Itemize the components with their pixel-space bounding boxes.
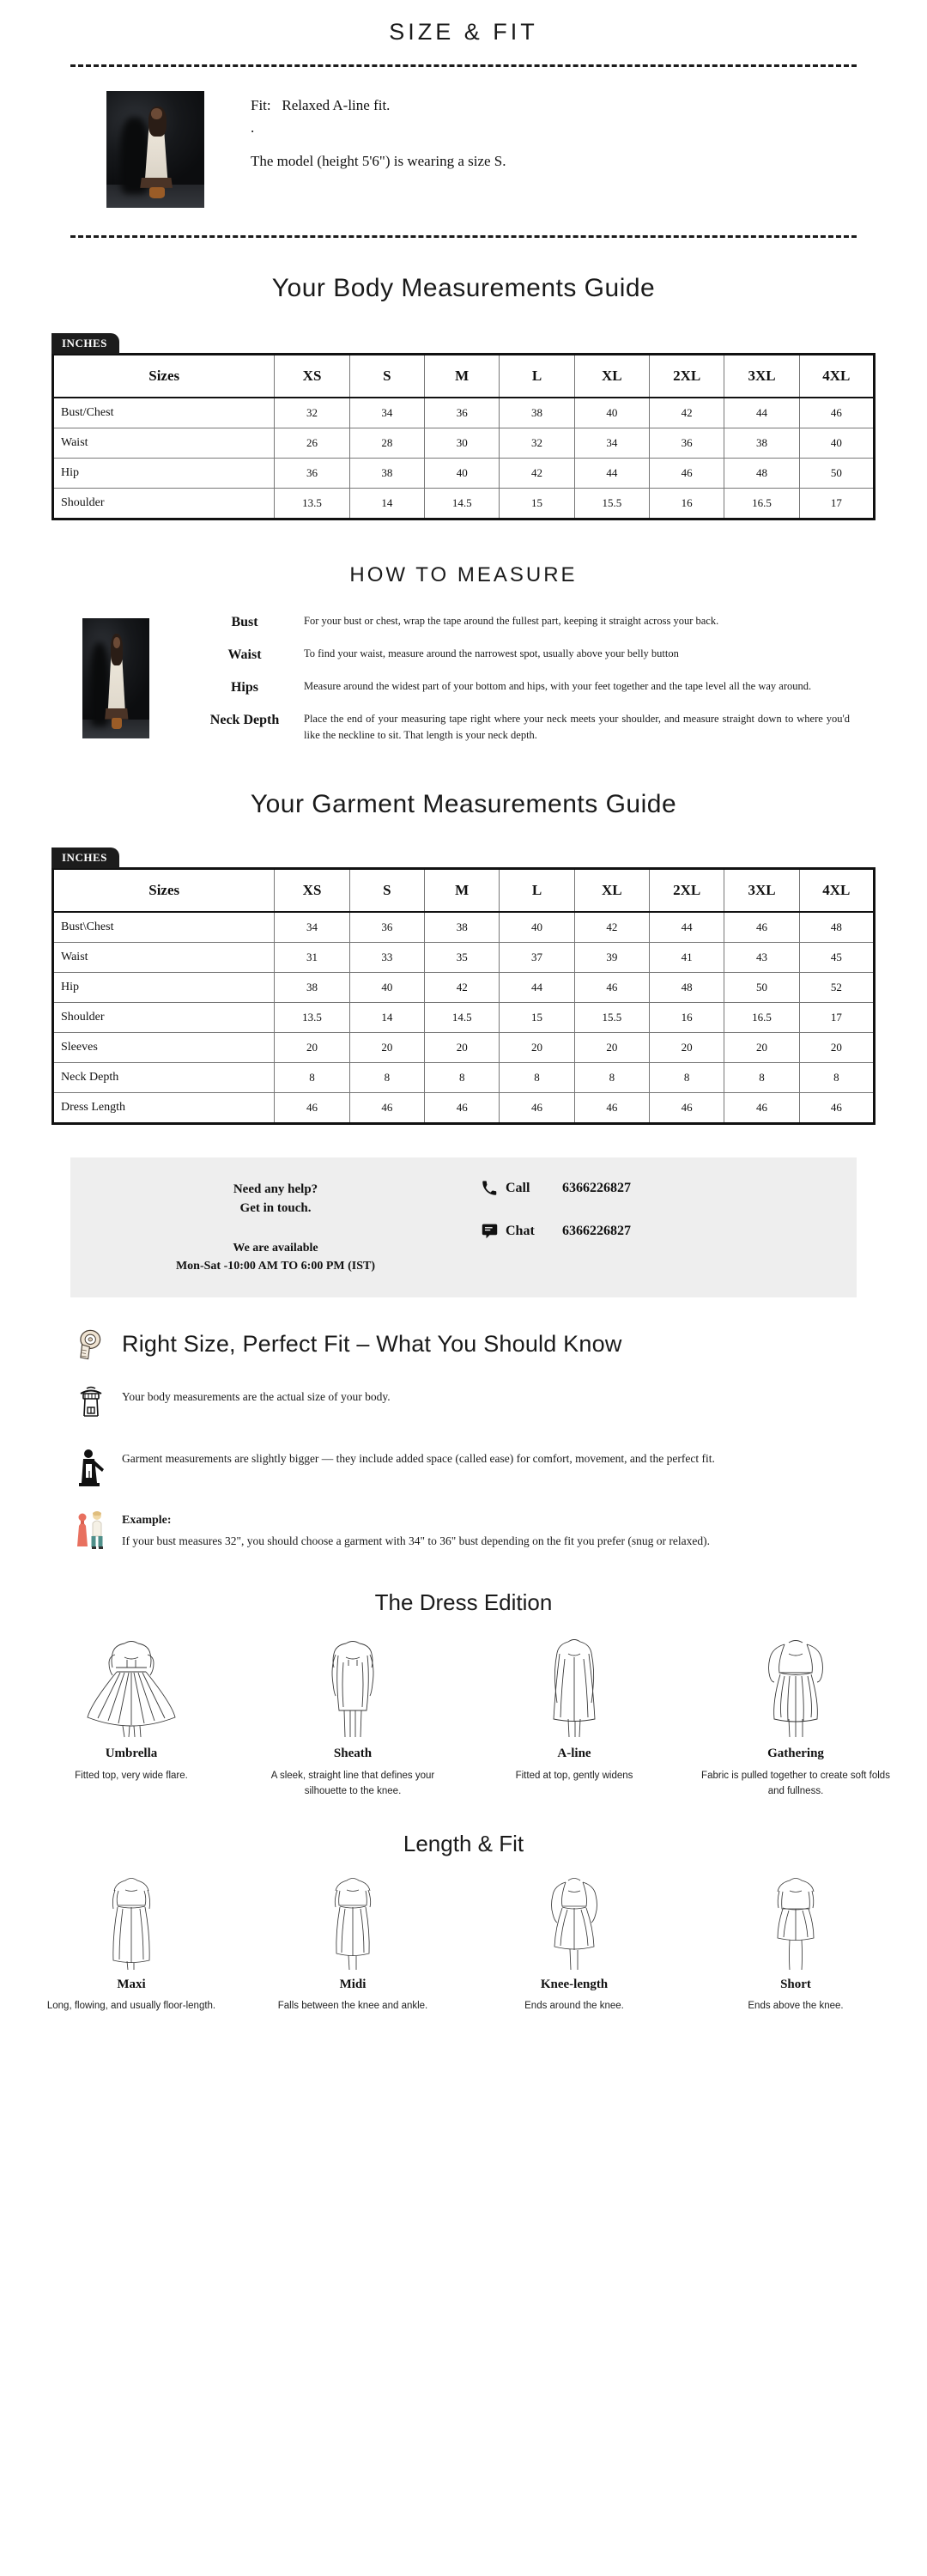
cell: 8 [574, 1062, 649, 1092]
length-style-desc: Falls between the knee and ankle. [277, 2000, 428, 2011]
contact-actions [446, 1180, 822, 1275]
row-label: Sleeves [53, 1032, 275, 1062]
dress-style-name: Sheath [333, 1746, 373, 1760]
cell: 15.5 [574, 489, 649, 519]
short-dress-illustration [685, 1874, 906, 1971]
availability-block [105, 1239, 446, 1275]
cell: 46 [500, 1092, 574, 1123]
cell: 20 [724, 1032, 799, 1062]
cell: 14.5 [425, 489, 500, 519]
cell: 16.5 [724, 489, 799, 519]
cell: 15.5 [574, 1002, 649, 1032]
dress-style-name: Gathering [767, 1746, 824, 1760]
garment-measurements-heading: Your Garment Measurements Guide [250, 789, 677, 818]
table-row [53, 1032, 875, 1062]
cell: 34 [349, 398, 424, 428]
dress-style-umbrella [21, 1635, 242, 1800]
example-body: If your bust measures 32", you should choose a garment with 34" to 36" bust depending on the fit you prefer (snug or relaxed). [122, 1534, 711, 1548]
col-header: L [500, 868, 574, 912]
midi-dress-illustration [242, 1874, 464, 1971]
cell: 20 [574, 1032, 649, 1062]
table-row [53, 489, 875, 519]
cell: 14.5 [425, 1002, 500, 1032]
fit-text-group [204, 91, 506, 170]
measure-label: Hips [230, 680, 258, 695]
chat-contact-row[interactable] [481, 1223, 822, 1240]
cell: 8 [425, 1062, 500, 1092]
availability-line-2: Mon-Sat -10:00 AM TO 6:00 PM (IST) [175, 1259, 376, 1273]
cell: 32 [500, 428, 574, 459]
table-header-row [53, 868, 875, 912]
cell: 39 [574, 942, 649, 972]
cell: 44 [650, 912, 724, 943]
cell: 38 [425, 912, 500, 943]
cell: 46 [349, 1092, 424, 1123]
col-header: S [349, 355, 424, 398]
measure-label: Bust [231, 615, 258, 629]
cell: 50 [724, 972, 799, 1002]
garment-unit-tag: INCHES [52, 848, 119, 868]
body-measurements-table-wrap [52, 332, 876, 520]
cell: 20 [500, 1032, 574, 1062]
dress-style-name: A-line [557, 1746, 591, 1760]
call-number[interactable]: 6366226827 [562, 1180, 631, 1195]
cell: 52 [799, 972, 874, 1002]
table-row [53, 1002, 875, 1032]
row-label: Neck Depth [53, 1062, 275, 1092]
right-size-point-1 [0, 1385, 927, 1425]
cell: 46 [799, 398, 874, 428]
body-measurements-heading: Your Body Measurements Guide [271, 274, 656, 302]
chat-number[interactable]: 6366226827 [562, 1223, 631, 1238]
model-size-note: The model (height 5'6") is wearing a size S. [251, 153, 506, 170]
cell: 46 [650, 1092, 724, 1123]
cell: 48 [724, 459, 799, 489]
cell: 41 [650, 942, 724, 972]
table-row [53, 428, 875, 459]
cell: 40 [349, 972, 424, 1002]
phone-icon [481, 1180, 498, 1197]
call-label: Call [506, 1180, 530, 1195]
cell: 8 [799, 1062, 874, 1092]
cell: 40 [500, 912, 574, 943]
contact-panel [70, 1157, 857, 1297]
divider-bottom [70, 235, 857, 238]
aline-dress-illustration [464, 1635, 685, 1738]
length-style-knee [464, 1874, 685, 2014]
cell: 16 [650, 1002, 724, 1032]
dress-edition-grid [0, 1635, 927, 1800]
cell: 14 [349, 489, 424, 519]
col-header: 3XL [724, 355, 799, 398]
cell: 42 [574, 912, 649, 943]
knee-length-dress-illustration [464, 1874, 685, 1971]
dress-edition-title: The Dress Edition [374, 1589, 553, 1615]
measure-item [197, 678, 858, 696]
cell: 46 [275, 1092, 349, 1123]
row-label: Hip [53, 459, 275, 489]
cell: 36 [650, 428, 724, 459]
measuring-tape-icon [74, 1327, 110, 1363]
cell: 20 [425, 1032, 500, 1062]
cell: 48 [799, 912, 874, 943]
how-to-measure-section [0, 613, 927, 759]
measure-rows [149, 613, 858, 759]
cell: 13.5 [275, 1002, 349, 1032]
dress-style-name: Umbrella [105, 1746, 158, 1760]
table-row [53, 459, 875, 489]
cell: 46 [724, 912, 799, 943]
cell: 34 [574, 428, 649, 459]
cell: 46 [724, 1092, 799, 1123]
cell: 48 [650, 972, 724, 1002]
table-row [53, 912, 875, 943]
row-label: Bust/Chest [53, 398, 275, 428]
measure-label: Neck Depth [209, 713, 280, 727]
cell: 44 [574, 459, 649, 489]
dress-style-desc: Fitted at top, gently widens [515, 1770, 633, 1781]
page-title: SIZE & FIT [389, 19, 538, 45]
need-help-line-2: Get in touch. [239, 1201, 312, 1216]
measure-desc: Place the end of your measuring tape right where your neck meets your shoulder, and measure straight down to where you'd like the neckline to sit. That length is your neck depth. [304, 713, 850, 742]
cell: 15 [500, 1002, 574, 1032]
col-header: XL [574, 355, 649, 398]
col-header: 4XL [799, 355, 874, 398]
garment-measurements-table [52, 867, 876, 1125]
col-header: Sizes [53, 868, 275, 912]
col-header: S [349, 868, 424, 912]
tailor-icon [74, 1447, 108, 1486]
length-fit-title: Length & Fit [403, 1830, 524, 1856]
cell: 26 [275, 428, 349, 459]
dress-style-gathering [685, 1635, 906, 1800]
cell: 17 [799, 489, 874, 519]
table-header-row [53, 355, 875, 398]
col-header: L [500, 355, 574, 398]
right-size-text-2: Garment measurements are slightly bigger — they include added space (called ease) for comfort, movement, and the perfect fit. [122, 1451, 715, 1465]
row-label: Bust\Chest [53, 912, 275, 943]
cell: 8 [275, 1062, 349, 1092]
cell: 46 [425, 1092, 500, 1123]
length-fit-grid [0, 1874, 927, 2014]
right-size-title: Right Size, Perfect Fit – What You Should Know [122, 1331, 622, 1358]
measure-model-photo [82, 618, 149, 738]
chat-label: Chat [506, 1223, 535, 1238]
right-size-text-1: Your body measurements are the actual size of your body. [122, 1389, 391, 1403]
fit-value: Relaxed A-line fit. [282, 97, 391, 113]
cell: 37 [500, 942, 574, 972]
measure-item [197, 646, 858, 664]
cell: 46 [574, 972, 649, 1002]
availability-line-1: We are available [233, 1241, 318, 1255]
how-to-measure-heading: HOW TO MEASURE [349, 563, 578, 586]
fit-label: Fit: [251, 97, 271, 113]
garment-measurements-table-wrap [52, 847, 876, 1125]
cell: 16 [650, 489, 724, 519]
cell: 15 [500, 489, 574, 519]
col-header: M [425, 868, 500, 912]
fit-line [251, 96, 506, 116]
cell: 43 [724, 942, 799, 972]
body-unit-tag: INCHES [52, 333, 119, 354]
right-size-example [0, 1509, 927, 1552]
cell: 36 [275, 459, 349, 489]
cell: 36 [349, 912, 424, 943]
cell: 40 [574, 398, 649, 428]
col-header: XL [574, 868, 649, 912]
length-style-name: Knee-length [540, 1977, 609, 1991]
cell: 20 [650, 1032, 724, 1062]
length-style-name: Short [780, 1977, 811, 1991]
body-measure-icon [74, 1385, 108, 1425]
cell: 28 [349, 428, 424, 459]
right-size-header [0, 1297, 927, 1363]
cell: 8 [349, 1062, 424, 1092]
row-label: Waist [53, 942, 275, 972]
example-title: Example: [122, 1513, 172, 1527]
cell: 8 [500, 1062, 574, 1092]
umbrella-dress-illustration [21, 1635, 242, 1738]
length-style-desc: Ends above the knee. [748, 2000, 844, 2011]
call-contact-row[interactable] [481, 1180, 822, 1197]
measure-desc: For your bust or chest, wrap the tape around the fullest part, keeping it straight across your back. [304, 615, 719, 627]
cell: 50 [799, 459, 874, 489]
table-row [53, 1092, 875, 1123]
cell: 14 [349, 1002, 424, 1032]
cell: 33 [349, 942, 424, 972]
dress-style-sheath [242, 1635, 464, 1800]
length-style-maxi [21, 1874, 242, 2014]
row-label: Shoulder [53, 1002, 275, 1032]
cell: 35 [425, 942, 500, 972]
cell: 42 [425, 972, 500, 1002]
measure-desc: Measure around the widest part of your bottom and hips, with your feet together and the tape level all the way around. [304, 680, 812, 692]
cell: 42 [650, 398, 724, 428]
table-row [53, 398, 875, 428]
need-help-line-1: Need any help? [233, 1182, 318, 1196]
right-size-example-text [122, 1509, 845, 1552]
table-row [53, 972, 875, 1002]
dress-style-desc: Fabric is pulled together to create soft folds and fullness. [701, 1770, 890, 1796]
model-photo [106, 91, 204, 208]
cell: 20 [349, 1032, 424, 1062]
cell: 44 [500, 972, 574, 1002]
cell: 38 [349, 459, 424, 489]
fit-summary-block [0, 67, 927, 208]
gathering-dress-illustration [685, 1635, 906, 1738]
length-style-desc: Ends around the knee. [524, 2000, 624, 2011]
cell: 42 [500, 459, 574, 489]
col-header: XS [275, 355, 349, 398]
col-header: 4XL [799, 868, 874, 912]
table-row [53, 942, 875, 972]
dress-style-aline [464, 1635, 685, 1800]
cell: 38 [275, 972, 349, 1002]
cell: 34 [275, 912, 349, 943]
cell: 36 [425, 398, 500, 428]
cell: 44 [724, 398, 799, 428]
cell: 46 [574, 1092, 649, 1123]
dress-style-desc: Fitted top, very wide flare. [75, 1770, 188, 1781]
right-size-point-2 [0, 1447, 927, 1486]
measure-desc: To find your waist, measure around the narrowest spot, usually above your belly button [304, 647, 679, 659]
cell: 32 [275, 398, 349, 428]
cell: 8 [650, 1062, 724, 1092]
cell: 16.5 [724, 1002, 799, 1032]
cell: 13.5 [275, 489, 349, 519]
cell: 40 [425, 459, 500, 489]
length-style-name: Maxi [117, 1977, 146, 1991]
cell: 38 [500, 398, 574, 428]
measure-label: Waist [227, 647, 262, 662]
sheath-dress-illustration [242, 1635, 464, 1738]
cell: 20 [275, 1032, 349, 1062]
bottom-spacer [0, 2014, 927, 2043]
length-style-midi [242, 1874, 464, 2014]
cell: 40 [799, 428, 874, 459]
measure-item [197, 613, 858, 631]
measure-item [197, 711, 858, 744]
fit-bullet-dot: . [251, 118, 255, 136]
row-label: Shoulder [53, 489, 275, 519]
table-row [53, 1062, 875, 1092]
cell: 31 [275, 942, 349, 972]
body-measurements-table [52, 353, 876, 520]
fitting-people-icon [74, 1509, 108, 1548]
col-header: 3XL [724, 868, 799, 912]
cell: 45 [799, 942, 874, 972]
cell: 8 [724, 1062, 799, 1092]
cell: 46 [650, 459, 724, 489]
col-header: M [425, 355, 500, 398]
row-label: Hip [53, 972, 275, 1002]
col-header: 2XL [650, 868, 724, 912]
col-header: Sizes [53, 355, 275, 398]
cell: 17 [799, 1002, 874, 1032]
cell: 20 [799, 1032, 874, 1062]
cell: 46 [799, 1092, 874, 1123]
length-style-short [685, 1874, 906, 2014]
length-style-desc: Long, flowing, and usually floor-length. [46, 2000, 216, 2011]
col-header: XS [275, 868, 349, 912]
row-label: Dress Length [53, 1092, 275, 1123]
col-header: 2XL [650, 355, 724, 398]
contact-info-left [105, 1180, 446, 1275]
length-style-name: Midi [339, 1977, 367, 1991]
cell: 38 [724, 428, 799, 459]
cell: 30 [425, 428, 500, 459]
maxi-dress-illustration [21, 1874, 242, 1971]
row-label: Waist [53, 428, 275, 459]
dress-style-desc: A sleek, straight line that defines your silhouette to the knee. [270, 1770, 435, 1796]
chat-icon [481, 1223, 498, 1240]
